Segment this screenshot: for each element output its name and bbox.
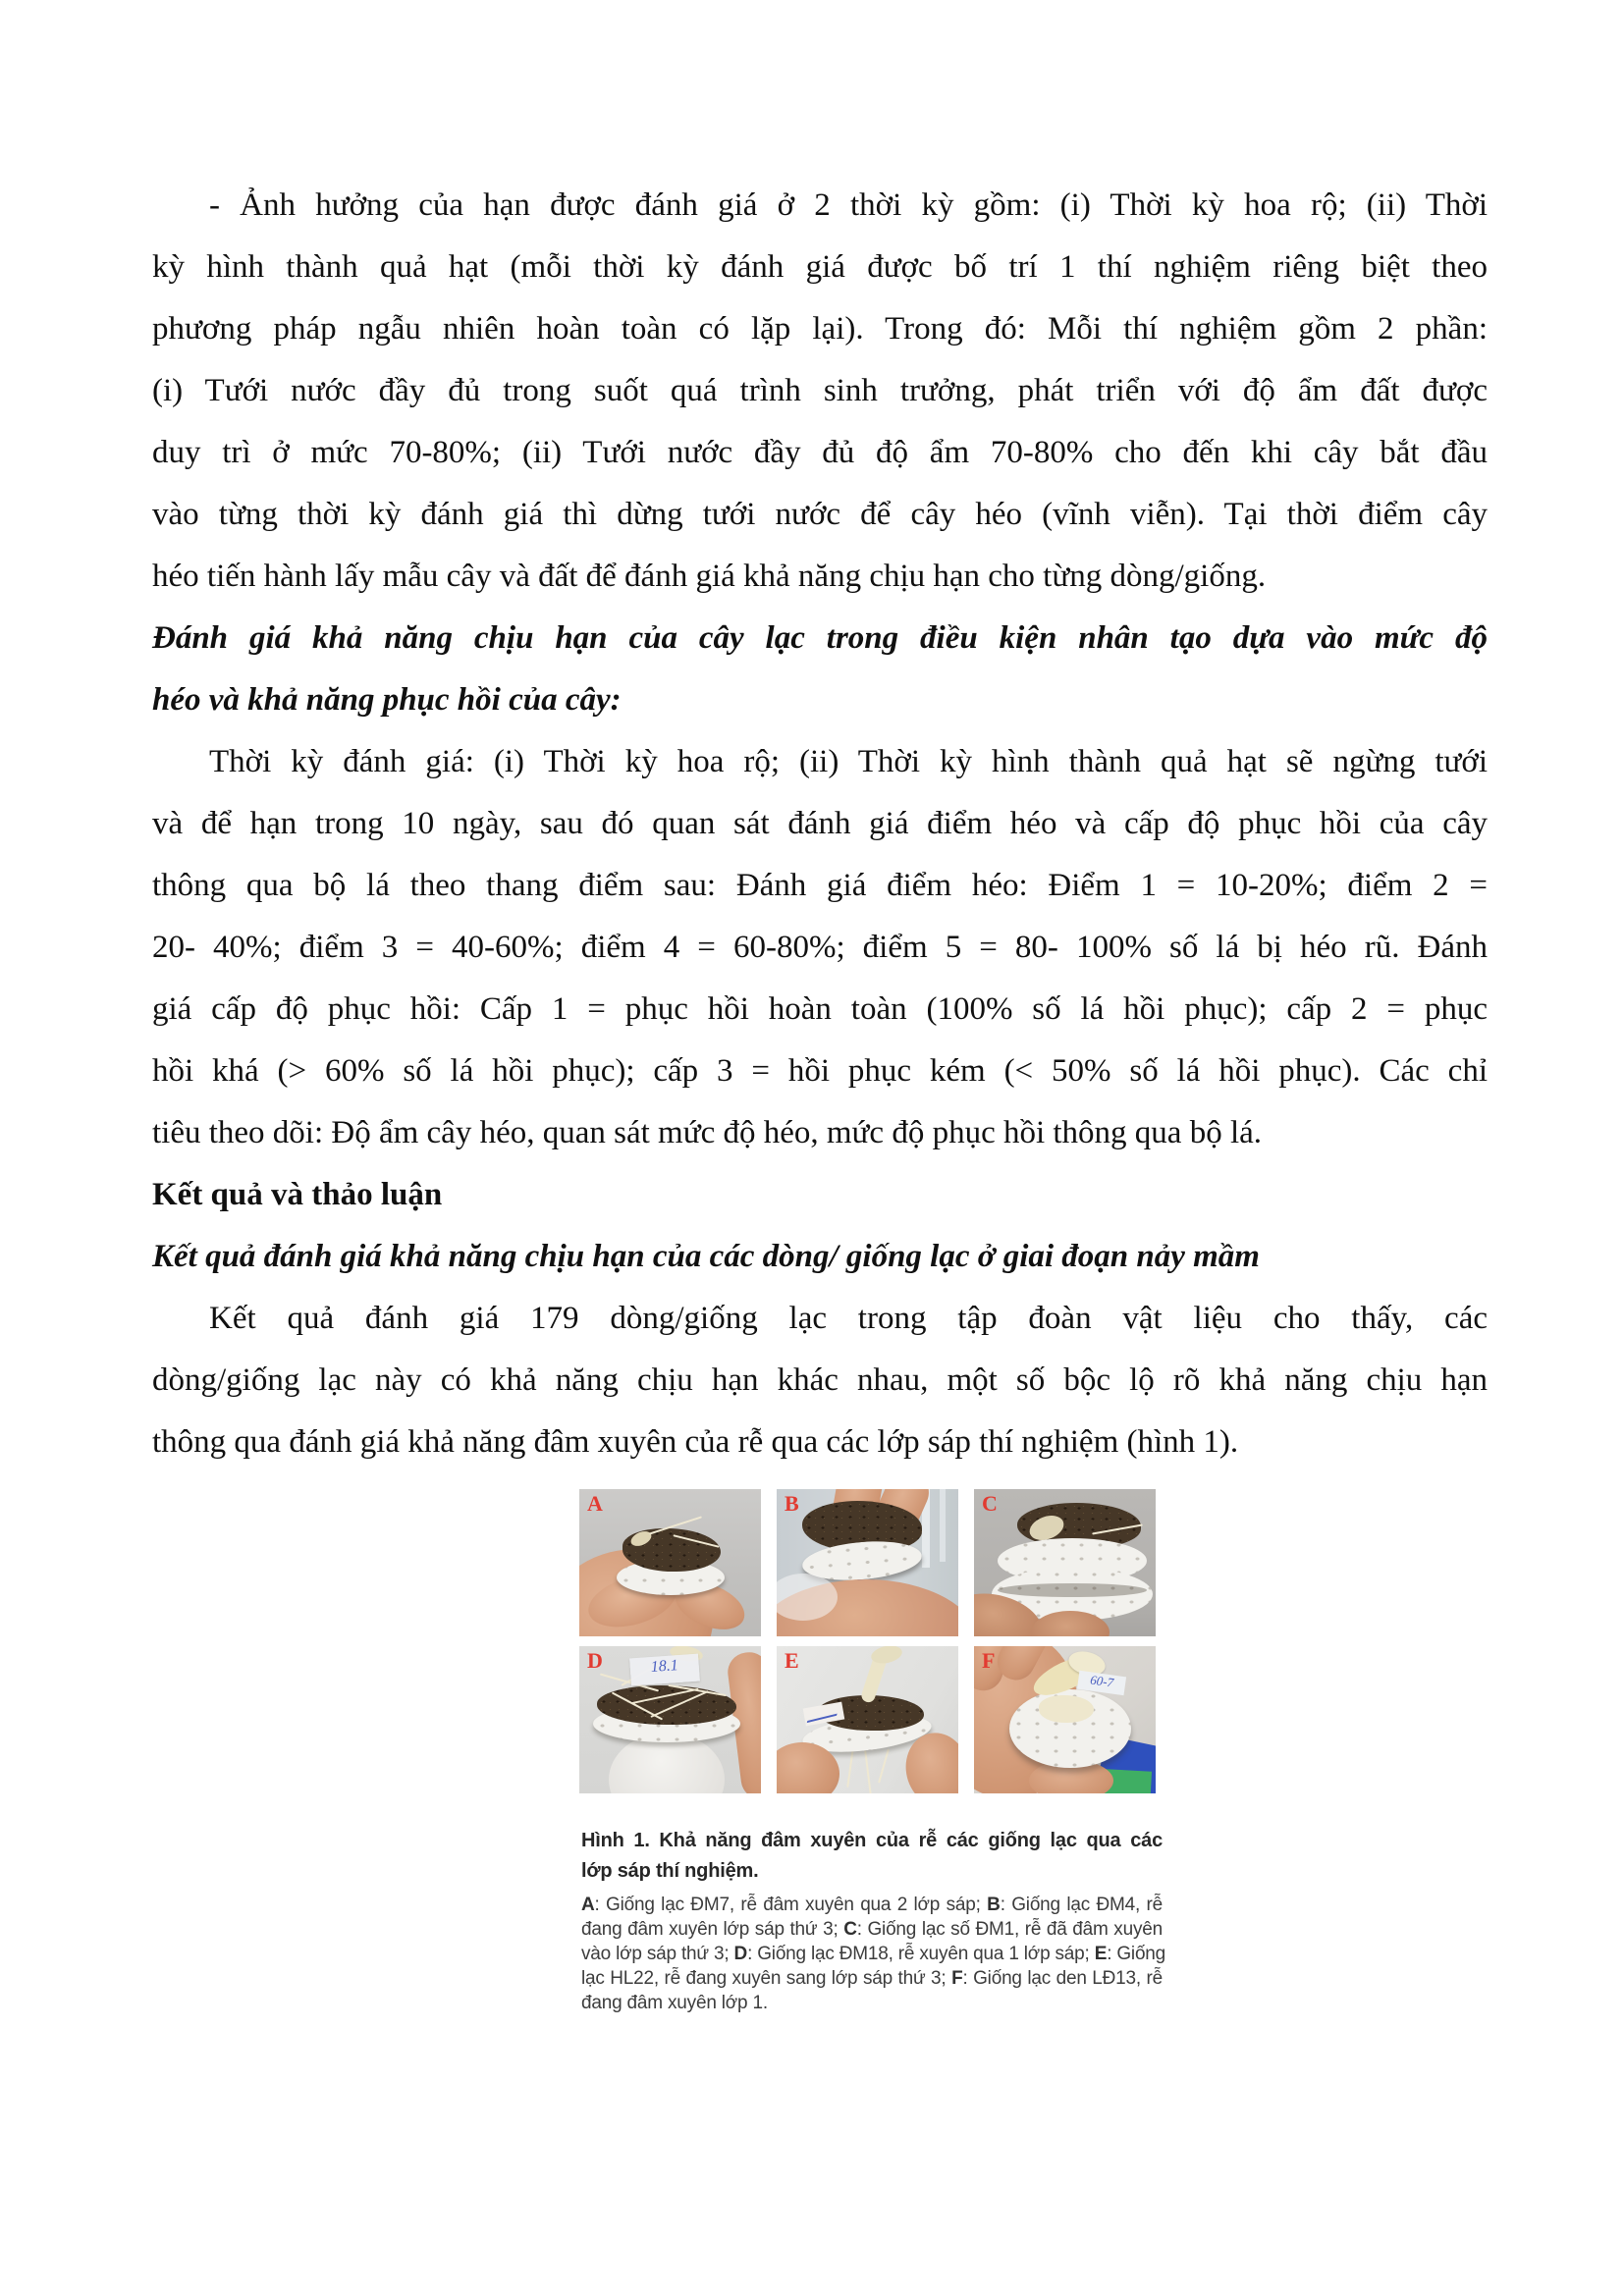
body-line: Kết quả đánh giá khả năng chịu hạn của các dòng/ giống lạc ở giai đoạn nảy mầm bbox=[152, 1239, 1260, 1274]
caption-desc-line: lạc HL22, rễ đang xuyên sang lớp sáp thứ 3; F: Giống lạc den LĐ13, rễ bbox=[581, 1968, 1163, 1989]
photo-label-c: C bbox=[982, 1491, 998, 1516]
sprout-shape bbox=[1039, 1695, 1094, 1723]
photo-label-d: D bbox=[587, 1648, 603, 1673]
figure-photo-d bbox=[579, 1646, 761, 1793]
body-line: duy trì ở mức 70-80%; (ii) Tưới nước đầy đủ độ ẩm 70-80% cho đến khi cây bắt đầu bbox=[152, 435, 1488, 470]
body-line: thông qua bộ lá theo thang điểm sau: Đánh giá điểm héo: Điểm 1 = 10-20%; điểm 2 = bbox=[152, 868, 1488, 903]
figure-photo-e bbox=[777, 1646, 958, 1793]
photo-label-b: B bbox=[785, 1491, 799, 1516]
figure-photo-a bbox=[579, 1489, 761, 1636]
body-line: (i) Tưới nước đầy đủ trong suốt quá trình sinh trưởng, phát triển với độ ẩm đất được bbox=[152, 373, 1488, 408]
photo-label-a: A bbox=[587, 1491, 603, 1516]
caption-desc-line: vào lớp sáp thứ 3; D: Giống lạc ĐM18, rễ xuyên qua 1 lớp sáp; E: Giống bbox=[581, 1944, 1166, 1964]
soil-shape bbox=[597, 1685, 736, 1725]
figure-photo-f bbox=[974, 1646, 1156, 1793]
body-line: hồi khá (> 60% số lá hồi phục); cấp 3 = hồi phục kém (< 50% số lá hồi phục). Các chỉ bbox=[152, 1053, 1488, 1089]
body-line: vào từng thời kỳ đánh giá thì dừng tưới nước để cây héo (vĩnh viễn). Tại thời điểm cây bbox=[152, 497, 1488, 532]
photo-label-f: F bbox=[982, 1648, 996, 1673]
caption-title-line: Hình 1. Khả năng đâm xuyên của rễ các giống lạc qua các bbox=[581, 1830, 1163, 1851]
window-frame-line bbox=[940, 1489, 946, 1562]
body-line: héo và khả năng phục hồi của cây: bbox=[152, 682, 622, 718]
photo-texture bbox=[998, 1583, 1147, 1597]
body-line: Kết quả và thảo luận bbox=[152, 1177, 443, 1212]
body-line: phương pháp ngẫu nhiên hoàn toàn có lặp lại). Trong đó: Mỗi thí nghiệm gồm 2 phần: bbox=[152, 311, 1488, 347]
body-line: và để hạn trong 10 ngày, sau đó quan sát đánh giá điểm héo và cấp độ phục hồi của cây bbox=[152, 806, 1488, 841]
body-line: Thời kỳ đánh giá: (i) Thời kỳ hoa rộ; (ii) Thời kỳ hình thành quả hạt sẽ ngừng tưới bbox=[209, 744, 1488, 779]
caption-title-line: lớp sáp thí nghiệm. bbox=[581, 1860, 759, 1882]
body-line: 20- 40%; điểm 3 = 40-60%; điểm 4 = 60-80%; điểm 5 = 80- 100% số lá bị héo rũ. Đánh bbox=[152, 930, 1488, 965]
handwriting-scribble bbox=[807, 1707, 839, 1723]
caption-desc-line: A: Giống lạc ĐM7, rễ đâm xuyên qua 2 lớp sáp; B: Giống lạc ĐM4, rễ bbox=[581, 1895, 1163, 1915]
body-line: héo tiến hành lấy mẫu cây và đất để đánh giá khả năng chịu hạn cho từng dòng/giống. bbox=[152, 559, 1267, 594]
figure-photo-b bbox=[777, 1489, 958, 1636]
body-line: giá cấp độ phục hồi: Cấp 1 = phục hồi hoàn toàn (100% số lá hồi phục); cấp 2 = phục bbox=[152, 991, 1488, 1027]
body-line: dòng/giống lạc này có khả năng chịu hạn khác nhau, một số bộc lộ rõ khả năng chịu hạn bbox=[152, 1362, 1488, 1398]
body-line: thông qua đánh giá khả năng đâm xuyên của rễ qua các lớp sáp thí nghiệm (hình 1). bbox=[152, 1424, 1239, 1460]
caption-desc-line: đang đâm xuyên lớp sáp thứ 3; C: Giống lạc số ĐM1, rễ đã đâm xuyên bbox=[581, 1919, 1163, 1940]
figure-photo-c bbox=[974, 1489, 1156, 1636]
sample-tag-text: 60-7 bbox=[1089, 1672, 1115, 1690]
figure-1 bbox=[579, 1489, 1166, 2058]
body-line: Kết quả đánh giá 179 dòng/giống lạc trong tập đoàn vật liệu cho thấy, các bbox=[209, 1301, 1488, 1336]
figure-caption bbox=[581, 1826, 1166, 2015]
figure-caption-title bbox=[581, 1826, 1163, 1887]
sample-tag bbox=[629, 1654, 700, 1686]
body-line: kỳ hình thành quả hạt (mỗi thời kỳ đánh giá được bố trí 1 thí nghiệm riêng biệt theo bbox=[152, 249, 1488, 285]
sample-tag-text: 18.1 bbox=[650, 1657, 679, 1676]
figure-caption-description bbox=[581, 1893, 1166, 2015]
caption-desc-line: đang đâm xuyên lớp 1. bbox=[581, 1993, 768, 2013]
body-line: tiêu theo dõi: Độ ẩm cây héo, quan sát mức độ héo, mức độ phục hồi thông qua bộ lá. bbox=[152, 1115, 1263, 1150]
body-line: - Ảnh hưởng của hạn được đánh giá ở 2 thời kỳ gồm: (i) Thời kỳ hoa rộ; (ii) Thời bbox=[209, 187, 1488, 223]
photo-label-e: E bbox=[785, 1648, 799, 1673]
body-text-block bbox=[152, 175, 1488, 1473]
body-line: Đánh giá khả năng chịu hạn của cây lạc trong điều kiện nhân tạo dựa vào mức độ bbox=[152, 620, 1488, 656]
